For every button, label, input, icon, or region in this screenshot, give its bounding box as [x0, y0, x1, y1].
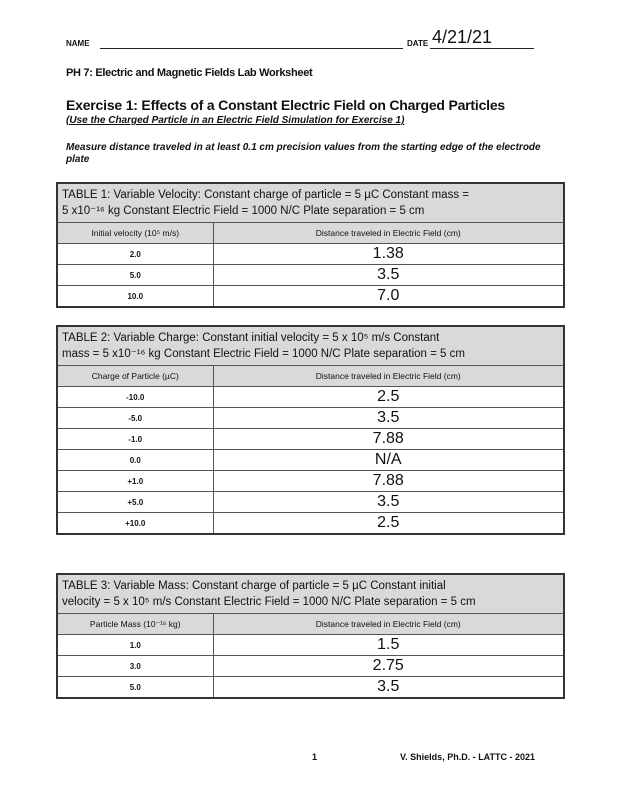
table-2-variable-charge	[56, 325, 565, 535]
table-caption	[57, 183, 564, 223]
cell-x: -10.0	[57, 387, 213, 408]
page-number: 1	[312, 752, 318, 762]
cell-x: -5.0	[57, 408, 213, 429]
caption-line: velocity = 5 x 10⁵ m/s Constant Electric Field = 1000 N/C Plate separation = 5 cm	[62, 596, 476, 608]
cell-y[interactable]: 1.38	[213, 244, 564, 265]
cell-x: 5.0	[57, 265, 213, 286]
caption-line: TABLE 1: Variable Velocity: Constant charge of particle = 5 µC Constant mass =	[62, 189, 469, 201]
table-row	[57, 429, 564, 450]
caption-line: TABLE 2: Variable Charge: Constant initial velocity = 5 x 10⁵ m/s Constant	[62, 332, 440, 344]
cell-y[interactable]: 7.0	[213, 286, 564, 308]
cell-y[interactable]: 3.5	[213, 408, 564, 429]
caption-line: mass = 5 x10⁻¹⁶ kg Constant Electric Field = 1000 N/C Plate separation = 5 cm	[62, 348, 465, 360]
cell-y[interactable]: 7.88	[213, 471, 564, 492]
table-row	[57, 265, 564, 286]
cell-y[interactable]: 2.5	[213, 387, 564, 408]
column-header: Distance traveled in Electric Field (cm)	[213, 614, 564, 635]
table-row	[57, 635, 564, 656]
table-caption	[57, 574, 564, 614]
cell-y[interactable]: 2.75	[213, 656, 564, 677]
table-row	[57, 656, 564, 677]
name-date-row	[66, 27, 546, 51]
worksheet-title: PH 7: Electric and Magnetic Fields Lab Worksheet	[66, 67, 313, 79]
cell-x: 5.0	[57, 677, 213, 699]
date-label: DATE	[407, 39, 429, 48]
exercise-title: Exercise 1: Effects of a Constant Electric Field on Charged Particles	[66, 97, 506, 113]
table-row	[57, 471, 564, 492]
caption-line: TABLE 3: Variable Mass: Constant charge of particle = 5 µC Constant initial	[62, 580, 446, 592]
instructions: Measure distance traveled in at least 0.1 cm precision values from the starting edge of the electrode plate	[66, 142, 541, 165]
name-label: NAME	[66, 39, 90, 48]
column-header: Distance traveled in Electric Field (cm)	[213, 223, 564, 244]
table-caption	[57, 326, 564, 366]
cell-x: 2.0	[57, 244, 213, 265]
cell-y[interactable]: 3.5	[213, 492, 564, 513]
cell-x: +10.0	[57, 513, 213, 535]
cell-y[interactable]: N/A	[213, 450, 564, 471]
table-row	[57, 492, 564, 513]
column-header: Distance traveled in Electric Field (cm)	[213, 366, 564, 387]
cell-x: -1.0	[57, 429, 213, 450]
name-field[interactable]	[100, 48, 403, 49]
cell-y[interactable]: 3.5	[213, 265, 564, 286]
cell-x: +5.0	[57, 492, 213, 513]
cell-x: 0.0	[57, 450, 213, 471]
table-row	[57, 677, 564, 699]
cell-x: +1.0	[57, 471, 213, 492]
table-1-variable-velocity	[56, 182, 565, 308]
cell-y[interactable]: 2.5	[213, 513, 564, 535]
column-header: Initial velocity (10⁵ m/s)	[57, 223, 213, 244]
footer-author: V. Shields, Ph.D. - LATTC - 2021	[400, 752, 536, 762]
caption-line: 5 x10⁻¹⁶ kg Constant Electric Field = 1000 N/C Plate separation = 5 cm	[62, 205, 425, 217]
date-value: 4/21/21	[432, 27, 493, 47]
cell-y[interactable]: 1.5	[213, 635, 564, 656]
column-header: Particle Mass (10⁻¹⁶ kg)	[57, 614, 213, 635]
table-row	[57, 387, 564, 408]
cell-y[interactable]: 7.88	[213, 429, 564, 450]
date-field[interactable]	[430, 48, 534, 49]
table-row	[57, 450, 564, 471]
table-row	[57, 408, 564, 429]
cell-x: 10.0	[57, 286, 213, 308]
cell-x: 3.0	[57, 656, 213, 677]
column-header: Charge of Particle (µC)	[57, 366, 213, 387]
cell-x: 1.0	[57, 635, 213, 656]
table-3-variable-mass	[56, 573, 565, 699]
table-row	[57, 286, 564, 308]
cell-y[interactable]: 3.5	[213, 677, 564, 699]
table-row	[57, 513, 564, 535]
table-row	[57, 244, 564, 265]
exercise-subtitle: (Use the Charged Particle in an Electric Field Simulation for Exercise 1)	[66, 115, 405, 126]
